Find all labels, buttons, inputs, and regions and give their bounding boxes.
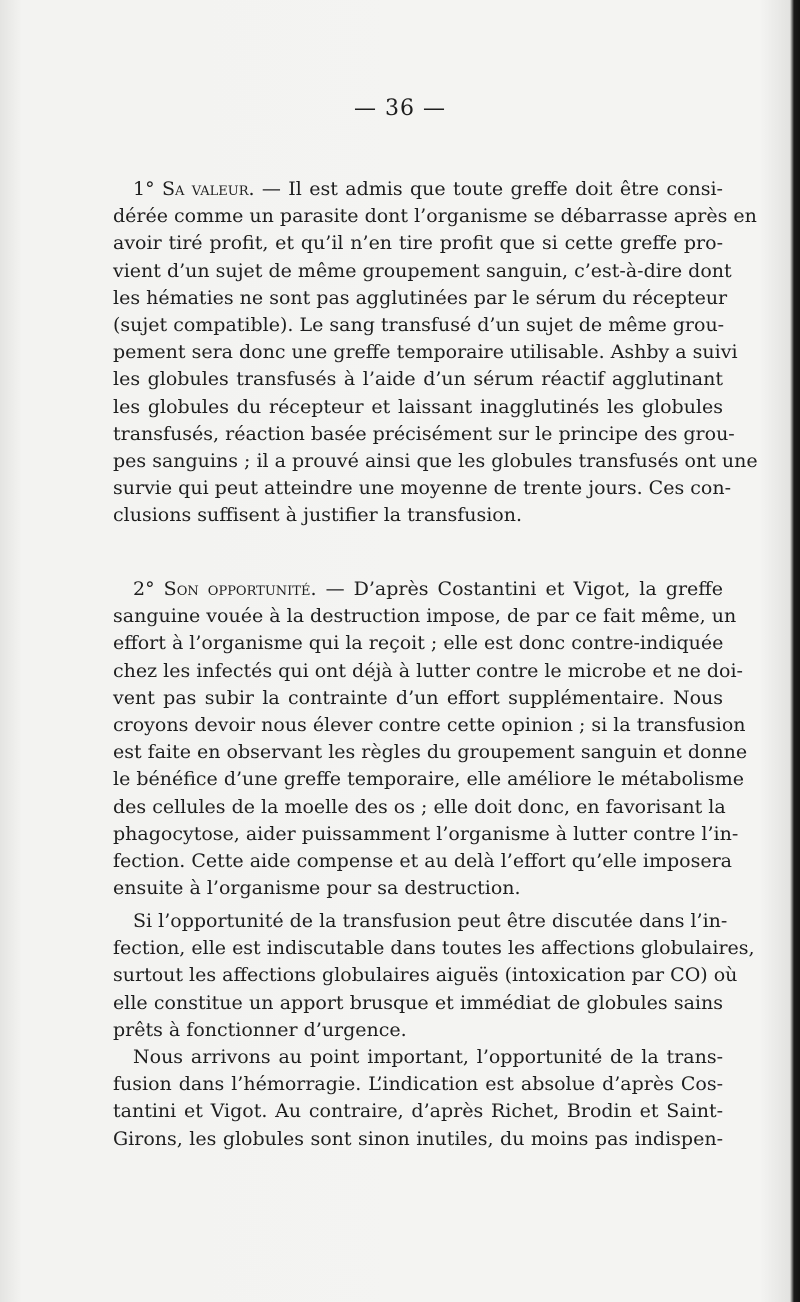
text-line: avoir tiré profit, et qu’il n’en tire profit que si cette greffe pro- (113, 232, 723, 255)
text-line: des cellules de la moelle des os ; elle doit donc, en favorisant la (113, 795, 726, 818)
text-line (113, 176, 723, 203)
text-line: fection. Cette aide compense et au delà l’effort qu’elle imposera (113, 849, 732, 872)
text-line: surtout les affections globulaires aiguës (intoxication par CO) où (113, 964, 738, 987)
text-line: transfusés, réaction basée précisément sur le principe des grou- (113, 422, 735, 445)
text-line: vient d’un sujet de même groupement sanguin, c’est-à-dire dont (113, 259, 732, 282)
paragraph-affections-globulaires (113, 908, 755, 1044)
text-line: pes sanguins ; il a prouvé ainsi que les globules transfusés ont une (113, 449, 758, 472)
paragraph-sa-valeur (113, 176, 758, 529)
text-line: Nous arrivons au point important, l’opportunité de la trans- (133, 1046, 723, 1068)
text-line: les hématies ne sont pas agglutinées par le sérum du récepteur (113, 286, 728, 309)
text-line: les globules transfusés à l’aide d’un sérum réactif agglutinant (113, 368, 723, 391)
text-line: clusions suffisent à justifier la transfusion. (113, 504, 523, 527)
text-line: tantini et Vigot. Au contraire, d’après Richet, Brodin et Saint- (113, 1100, 723, 1123)
text-line (113, 576, 723, 603)
text-line: effort à l’organisme qui la reçoit ; elle est donc contre-indiquée (113, 632, 724, 655)
paragraph-hemorragie (113, 1044, 723, 1153)
text-line: est faite en observant les règles du groupement sanguin et donne (113, 741, 748, 764)
text-line: vent pas subir la contrainte d’un effort supplémentaire. Nous (113, 686, 723, 709)
text-line: elle constitue un apport brusque et immédiat de globules sains (113, 991, 723, 1014)
text-line: pement sera donc une greffe temporaire utilisable. Ashby a suivi (113, 341, 738, 364)
text-line: les globules du récepteur et laissant inagglutinés les globules (113, 395, 723, 418)
text-line: Girons, les globules sont sinon inutiles, du moins pas indispen- (113, 1127, 723, 1150)
text-line: ensuite à l’organisme pour sa destruction. (113, 877, 521, 900)
text-line: (sujet compatible). Le sang transfusé d’un sujet de même grou- (113, 313, 725, 336)
line-text: — D’après Costantini et Vigot, la greffe (325, 578, 724, 600)
line-text: — Il est admis que toute greffe doit être consi- (261, 178, 723, 200)
text-line: phagocytose, aider puissamment l’organisme à lutter contre l’in- (113, 822, 739, 845)
text-line: prêts à fonctionner d’urgence. (113, 1018, 407, 1041)
text-line: fection, elle est indiscutable dans toutes les affections globulaires, (113, 937, 755, 960)
text-line: survie qui peut atteindre une moyenne de trente jours. Ces con- (113, 477, 731, 500)
text-line: sanguine vouée à la destruction impose, de par ce fait même, un (113, 605, 737, 628)
paragraph-son-opportunite (113, 576, 748, 902)
text-line: croyons devoir nous élever contre cette opinion ; si la transfusion (113, 713, 746, 736)
text-line: chez les infectés qui ont déjà à lutter contre le microbe et ne doi- (113, 659, 743, 682)
page-number: — 36 — (354, 96, 446, 121)
section-number: 2° (133, 578, 155, 600)
text-line: Si l’opportunité de la transfusion peut être discutée dans l’in- (133, 910, 728, 932)
text-line: dérée comme un parasite dont l’organisme se débarrasse après en (113, 205, 757, 228)
text-line: fusion dans l’hémorragie. L’indication est absolue d’après Cos- (113, 1073, 723, 1096)
section-number: 1° (133, 178, 155, 200)
text-line: le bénéfice d’une greffe temporaire, elle améliore le métabolisme (113, 768, 745, 791)
section-heading: Sa valeur. (161, 178, 255, 200)
section-heading: Son opportunité. (163, 578, 317, 600)
